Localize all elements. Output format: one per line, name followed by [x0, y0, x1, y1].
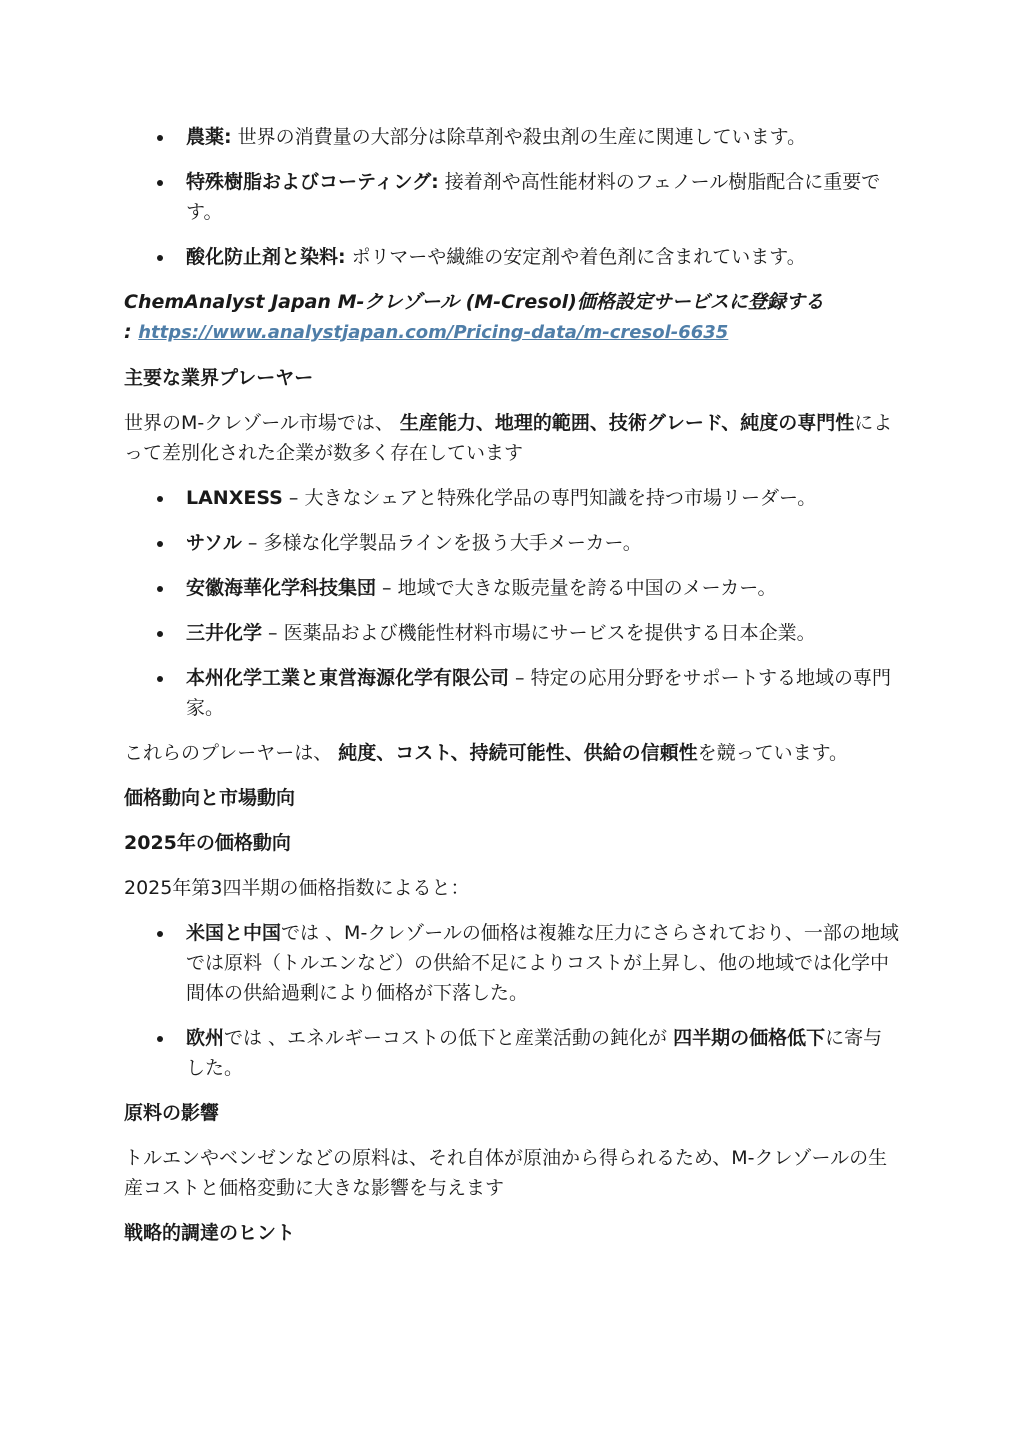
- item-label: 酸化防止剤と染料:: [186, 246, 346, 268]
- list-item: [124, 122, 900, 152]
- pricing-subheading: 2025年の価格動向: [124, 832, 291, 854]
- region-emphasis: 四半期の価格低下: [673, 1027, 826, 1049]
- application-list: [124, 122, 900, 272]
- list-item: [124, 573, 900, 603]
- pricing-heading: 価格動向と市場動向: [124, 787, 296, 809]
- region-desc-end: に寄与した。: [186, 1027, 883, 1079]
- company-desc: – 大きなシェアと特殊化学品の専門知識を持つ市場リーダー。: [282, 487, 817, 509]
- region-name: 米国と中国: [186, 922, 282, 944]
- document-page: [124, 122, 900, 1263]
- promo-prefix: :: [124, 321, 139, 343]
- list-item: [124, 483, 900, 513]
- company-name: 三井化学: [186, 622, 263, 644]
- company-desc: – 多様な化学製品ラインを扱う大手メーカー。: [241, 532, 642, 554]
- promo-block: [124, 287, 900, 348]
- list-item: [124, 242, 900, 272]
- list-item: [124, 167, 900, 227]
- company-name: サソル: [186, 532, 242, 554]
- item-text: ポリマーや繊維の安定剤や着色剤に含まれています。: [345, 246, 806, 268]
- company-name: LANXESS: [186, 487, 283, 509]
- pricing-link[interactable]: https://www.analystjapan.com/Pricing-data/m-cresol-6635: [138, 322, 729, 343]
- pricing-intro: 2025年第3四半期の価格指数によると：: [124, 877, 470, 899]
- pricing-list: [124, 918, 900, 1083]
- players-heading: 主要な業界プレーヤー: [124, 367, 314, 389]
- item-text: 接着剤や高性能材料のフェノール樹脂配合に重要です。: [186, 171, 881, 223]
- raw-materials-text: トルエンやベンゼンなどの原料は、それ自体が原油から得られるため、M-クレゾールの生産コストと価格変動に大きな影響を与えます: [124, 1147, 888, 1199]
- players-outro: これらのプレーヤーは、 純度、コスト、持続可能性、供給の信頼性を競っています。: [124, 742, 849, 764]
- list-item: [124, 663, 900, 723]
- list-item: [124, 528, 900, 558]
- list-item: [124, 618, 900, 648]
- company-desc: – 特定の応用分野をサポートする地域の専門家。: [186, 667, 892, 719]
- list-item: [124, 918, 900, 1008]
- company-name: 安徽海華化学科技集団: [186, 577, 377, 599]
- raw-materials-heading: 原料の影響: [124, 1102, 220, 1124]
- list-item: [124, 1023, 900, 1083]
- item-label: 農薬:: [186, 126, 232, 148]
- item-label: 特殊樹脂およびコーティング:: [186, 171, 439, 193]
- company-desc: – 医薬品および機能性材料市場にサービスを提供する日本企業。: [262, 622, 816, 644]
- players-intro: 世界のM-クレゾール市場では、 生産能力、地理的範囲、技術グレード、純度の専門性によって差別化された企業が数多く存在しています: [124, 412, 893, 464]
- promo-text: ChemAnalyst Japan M-クレゾール (M-Cresol)価格設定サービスに登録する: [124, 291, 824, 313]
- company-name: 本州化学工業と東営海源化学有限公司: [186, 667, 510, 689]
- region-name: 欧州: [186, 1027, 225, 1049]
- region-desc: では 、M-クレゾールの価格は複雑な圧力にさらされており、一部の地域では原料（トルエンなど）の供給不足によりコストが上昇し、他の地域では化学中間体の供給過剰により価格が下落した。: [186, 922, 899, 1004]
- region-desc: では 、エネルギーコストの低下と産業活動の鈍化が: [224, 1027, 674, 1049]
- players-list: [124, 483, 900, 723]
- strategy-heading: 戦略的調達のヒント: [124, 1222, 296, 1244]
- company-desc: – 地域で大きな販売量を誇る中国のメーカー。: [376, 577, 777, 599]
- item-text: 世界の消費量の大部分は除草剤や殺虫剤の生産に関連しています。: [231, 126, 807, 148]
